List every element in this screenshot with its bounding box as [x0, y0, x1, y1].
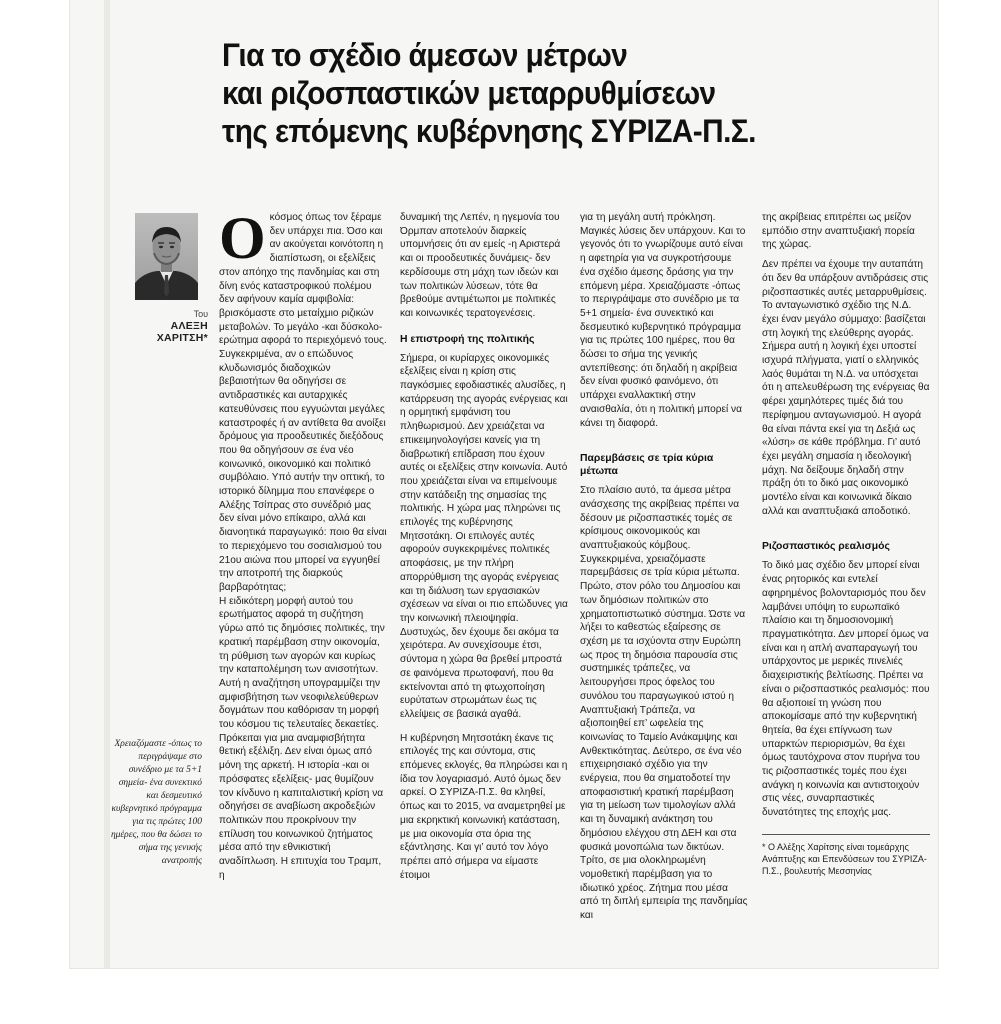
section-heading: Η επιστροφή της πολιτικής	[400, 333, 535, 345]
paragraph: Στο πλαίσιο αυτό, τα άμεσα μέτρα ανάσχεσης της ακρίβειας πρέπει να δέσουν με ριζοσπαστικές τομές σε κρίσιμους οικονομικούς και αναπτυξιακούς κόμβους. Συγκεκριμένα, χρειαζόμαστε παρεμβάσεις σε τρία κύρια μέτωπα. Πρώτο, στον ρόλο του Δημοσίου και των δημόσιων πολιτικών στο χρηματοπιστωτικό σύστημα. Ώστε να λήξει το καθεστώς εξαίρεσης σε σχέση με τα ισχύοντα στην Ευρώπη ως προς τη δημόσια παρουσία στις συστημικές τράπεζες, να λειτουργήσει προς όφελος του συνόλου του παραγωγικού ιστού η Αναπτυξιακή Τράπεζα, να αξιοποιηθεί επ’ ωφελεία της κοινωνίας το Ταμείο Ανάκαμψης και Ανθεκτικότητας. Δεύτερο, σε ένα νέο επιχειρησιακό σχέδιο για την ενέργεια, που θα σηματοδοτεί την αποφασιστική κρατική παρέμβαση για τη μείωση των τιμολογίων αλλά και τη δυναμική ανάκτηση του δημόσιου ελέγχου στη ΔΕΗ και στα φυσικά μονοπώλια των δικτύων. Τρίτο, σε μια ολοκληρωμένη νομοθετική παρέμβαση για το ιδιωτικό χρέος. Ζήτημα που μέσα από τη διπλή εμπειρία της πανδημίας και	[580, 485, 748, 922]
byline-prefix: Του	[193, 309, 208, 319]
paragraph: Σήμερα, οι κυρίαρχες οικονομικές εξελίξεις είναι η κρίση στις παγκόσμιες εφοδιαστικές αλυσίδες, η κατάρρευση της αγοράς ενέργειας και η ορμητική εμφάνιση του πληθωρισμού. Δεν χρειάζεται να επικειμηνολογήσει κανείς για τη διαβρωτική επίδραση που έχουν αυτές οι εξελίξεις στην κοινωνία. Αυτό που χρειάζεται είναι να επιμείνουμε στην κατάδειξη της σημασίας της πολιτικής. Η χώρα μας πληρώνει τις επιλογές της κυβέρνησης Μητσοτάκη. Οι επιλογές αυτές αφορούν συγκεκριμένες πολιτικές αποφάσεις, με την πλήρη απορρύθμιση της αγοράς ενέργειας και τη διάλυση των εργασιακών σχέσεων να είναι οι πιο επώδυνες για την κοινωνική πλειοψηφία. Δυστυχώς, δεν έχουμε δει ακόμα τα χειρότερα. Αν συνεχίσουμε έτσι, σύντομα η χώρα θα βρεθεί μπροστά σε φαινόμενα πρωτοφανή, που θα εκτείνονται από τη φτωχοποίηση ευρύτατων στρωμάτων έως τις ελλείψεις σε βασικά αγαθά.	[400, 352, 568, 720]
paragraph: της ακρίβειας επιτρέπει ως μείζον εμπόδιο στην αναπτυξιακή πορεία της χώρας.	[762, 212, 915, 251]
section-heading: Παρεμβάσεις σε τρία κύρια μέτωπα	[580, 453, 714, 478]
article-column-2	[400, 211, 568, 968]
article-column-4	[762, 211, 930, 968]
portrait-drawing	[135, 213, 198, 300]
author-footnote: * Ο Αλέξης Χαρίτσης είναι τομεάρχης Ανάπτυξης και Επενδύσεων του ΣΥΡΙΖΑ-Π.Σ., βουλευτής Μεσσηνίας	[762, 834, 930, 877]
byline	[112, 308, 208, 344]
article-column-3	[580, 211, 748, 968]
title-line: και ριζοσπαστικών μεταρρυθμίσεων	[222, 75, 716, 111]
paragraph: Η κυβέρνηση Μητσοτάκη έκανε τις επιλογές της και σύντομα, στις επόμενες εκλογές, θα πληρώσει και η ίδια τον λογαριασμό. Αυτό όμως δεν αρκεί. Ο ΣΥΡΙΖΑ-Π.Σ. θα κληθεί, όπως και το 2015, να αναμετρηθεί με μια εκρηκτική κοινωνική κατάσταση, με μια οικονομία στα όρια της εξάντλησης. Και γι’ αυτό τον λόγο πρέπει από σήμερα να είμαστε έτοιμοι	[400, 732, 568, 881]
paragraph: Δεν πρέπει να έχουμε την αυταπάτη ότι δεν θα υπάρξουν αντιδράσεις στις ριζοσπαστικές αυτές μεταρρυθμίσεις. Το ανταγωνιστικό σχέδιο της Ν.Δ. έχει έναν μεγάλο σύμμαχο: βασίζεται στη λογική της ελεύθερης αγοράς. Σήμερα αυτή η λογική έχει υποστεί ισχυρά πλήγματα, γιατί ο ελληνικός λαός θυμάται τη Ν.Δ. να υπόσχεται ότι η απελευθέρωση της ενέργειας θα φέρει χαμηλότερες τιμές διά του περίφημου ανταγωνισμού. Η αγορά θα είναι πάντα εκεί για τη Δεξιά ως «λύση» σε κάθε πρόβλημα. Γι’ αυτό έχει μεγάλη σημασία η ιδεολογική μάχη. Να δείξουμε δηλαδή στην πράξη ότι το δικό μας οικονομικό μοντέλο είναι και κοινωνικά δίκαιο αλλά και αναπτυξιακά αποδοτικό.	[762, 259, 930, 517]
author-last-name: ΧΑΡΙΤΣΗ*	[156, 332, 208, 344]
drop-cap: Ο	[219, 211, 266, 271]
paragraph: για τη μεγάλη αυτή πρόκληση. Μαγικές λύσεις δεν υπάρχουν. Και το γεγονός ότι το γνωρίζουμε αυτό είναι η αφετηρία για να συγκροτήσουμε ένα σχέδιο άμεσης δράσης για την επόμενη μέρα. Χρειαζόμαστε -όπως το περιγράψαμε στο συνέδριο με τα 5+1 σημεία- ένα συνεκτικό και δεσμευτικό κυβερνητικό πρόγραμμα για τις πρώτες 100 ημέρες, που θα δώσει το σήμα της γενικής αντεπίθεσης: ότι δηλαδή η ακρίβεια δεν είναι φυσικό φαινόμενο, ότι υπάρχει εναλλακτική στην αναισθαλία, ότι η πολιτική μπορεί να κάνει τη διαφορά.	[580, 212, 746, 429]
title-line: της επόμενης κυβέρνησης ΣΥΡΙΖΑ-Π.Σ.	[222, 113, 756, 149]
title-line: Για το σχέδιο άμεσων μέτρων	[222, 37, 628, 73]
paragraph: Το δικό μας σχέδιο δεν μπορεί είναι ένας ρητορικός και εντελεί αφηρημένος βολονταρισμός που δεν λαμβάνει υπόψη το ευρωπαϊκό πλαίσιο και τη δημοσιονομική πραγματικότητα. Δεν μπορεί όμως να είναι και η απλή αναπαραγωγή του υπάρχοντος με μερικές πινελιές διαχειριστικής βελτίωσης. Πρέπει να είναι ο ριζοσπαστικός ρεαλισμός: που θα αξιοποιεί τη γνώση που αποκομίσαμε από την κυβερνητική θητεία, θα έχει επίγνωση των υπαρκτών περιορισμών, θα έχει όμως ταυτόχρονα στον πυρήνα του τις ριζοσπαστικές τομές που έχει ανάγκη η κοινωνία και αντιστοιχούν στις νέες, συναρπαστικές δυνατότητες της εποχής μας.	[762, 560, 930, 819]
author-first-name: ΑΛΕΞΗ	[170, 320, 208, 332]
pull-quote: Χρειαζόμαστε -όπως το περιγράψαμε στο συνέδριο με τα 5+1 σημεία- ένα συνεκτικό και δεσμευτικό κυβερνητικό πρόγραμμα για τις πρώτες 100 ημέρες, που θα δώσει το σήμα της γενικής ανατροπής	[110, 739, 202, 866]
paragraph: Η ειδικότερη μορφή αυτού του ερωτήματος αφορά τη συζήτηση γύρω από τις δημόσιες πολιτικές, την κρατική παρέμβαση στην οικονομία, τη ρύθμιση των αγορών και κυρίως την καταπολέμηση των ανισοτήτων. Αυτή η αναζήτηση υπογραμμίζει την αμφισβήτηση των νεοφιλελεύθερων δογμάτων που καθόρισαν τη μορφή του κόσμου τις τελευταίες δεκαετίες. Πρόκειται για μια αναμφισβήτητα θετική εξέλιξη. Δεν είναι όμως από μόνη της αρκετή. Η ιστορία -και οι πρόσφατες εξελίξεις- μας θυμίζουν τον κίνδυνο η καπιταλιστική κρίση να οδηγήσει σε αναβίωση ακροδεξιών πολιτικών που προκρίνουν την επίλυση του κοινωνικού ζητήματος μέσα από την εθνικιστική αναδίπλωση. Η επιτυχία του Τραμπ, η	[219, 595, 385, 881]
article-column-1	[219, 211, 387, 968]
paragraph: δυναμική της Λεπέν, η ηγεμονία του Όρμπαν αποτελούν διαρκείς υπομνήσεις ότι αν εμείς -η Αριστερά και οι προοδευτικές δυνάμεις- δεν κερδίσουμε στη μάχη των ιδεών και των πολιτικών λύσεων, τότε θα βρεθούμε αντιμέτωποι με πολιτικές και κοινωνικές τερατογενέσεις.	[400, 212, 561, 319]
lead-paragraph: κόσμος όπως τον ξέραμε δεν υπάρχει πια. Όσο και αν ακούγεται κοινότοπη η διαπίστωση, οι εξελίξεις στον απόηχο της πανδημίας και στη δίνη ενός καταστροφικού πολέμου δεν αφήνουν καμία αμφιβολία: βρισκόμαστε στο μεταίχμιο ριζικών μεταβολών. Το μεγάλο -και δύσκολο- ερώτημα αφορά το περιεχόμενό τους. Συγκεκριμένα, αν ο επώδυνος κλυδωνισμός διαδοχικών βεβαιοτήτων θα οδηγήσει σε αντιδραστικές και αυταρχικές κατευθύνσεις που εγγυώνται μεγάλες καταστροφές ή αν αντίθετα θα ανοίξει δρόμους για προοδευτικές διεξόδους που θα οδηγήσουν σε ένα νέο κοινωνικό, οικονομικό και πολιτικό συμβόλαιο. Υπό αυτήν την οπτική, το ιστορικό δίλημμα που επανέφερε ο Αλέξης Τσίπρας στο συνέδριό μας δεν είναι μόνο επίκαιρο, αλλά και διανοητικά παραγωγικό: ποιο θα είναι το περιεχόμενο του σοσιαλισμού του 21ου αιώνα που μπορεί να εγγυηθεί την αποτροπή της διαρκούς βαρβαρότητας;	[219, 212, 387, 593]
article-title	[222, 36, 873, 150]
author-portrait-photo	[135, 213, 198, 300]
section-heading: Ριζοσπαστικός ρεαλισμός	[762, 541, 890, 553]
